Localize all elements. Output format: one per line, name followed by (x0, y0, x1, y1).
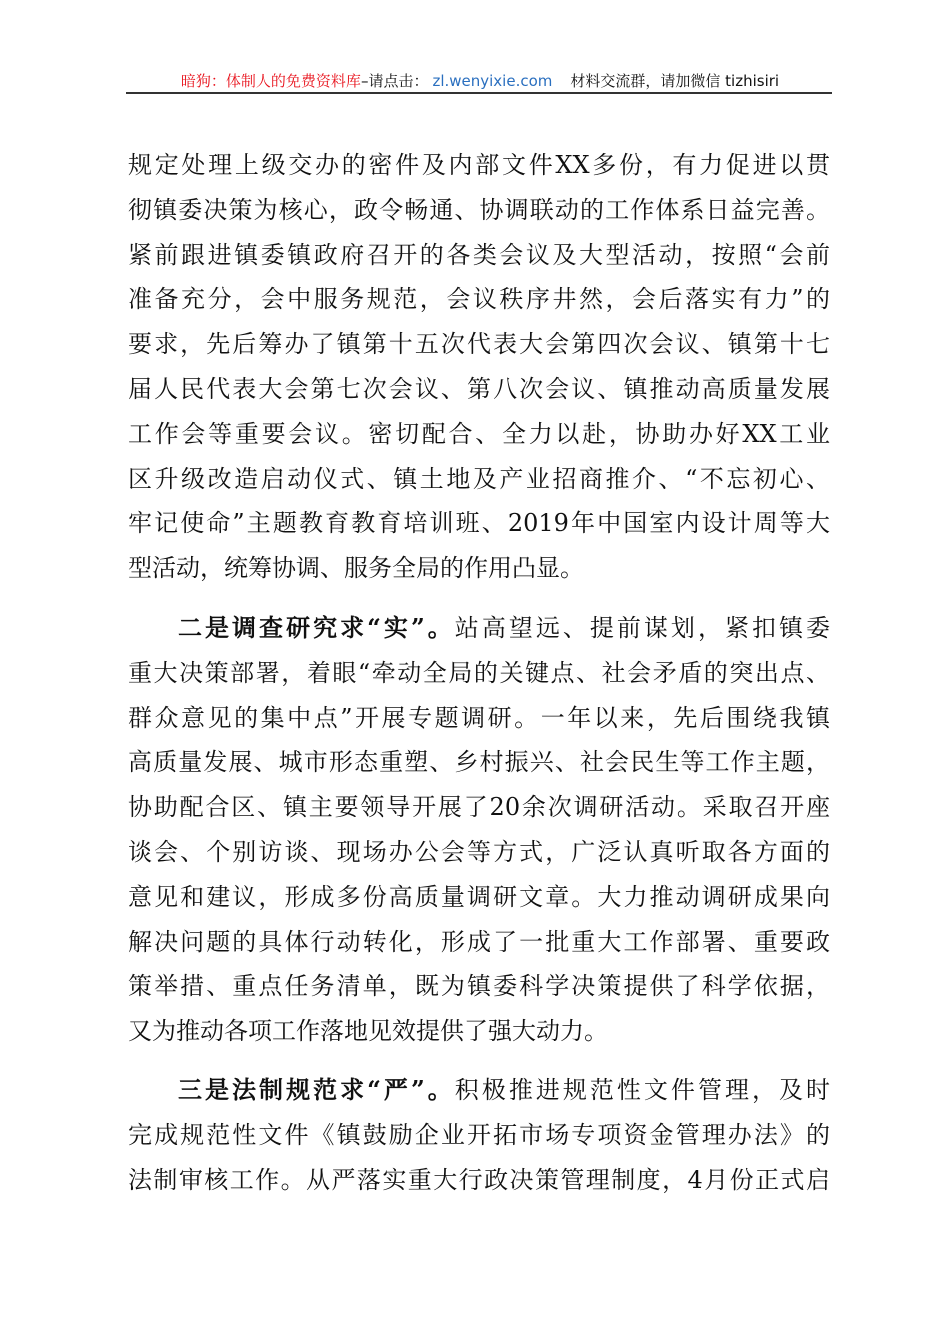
paragraph-line: 型活动，统筹协调、服务全局的作用凸显。 (128, 554, 584, 583)
header-wechat-note: 材料交流群，请加微信 tizhisiri (570, 72, 780, 90)
paragraph-line: 解决问题的具体行动转化，形成了一批重大工作部署、重要政 (128, 927, 830, 956)
paragraph-line: 谈会、个别访谈、现场办公会等方式，广泛认真听取各方面的 (128, 838, 830, 866)
header-url-link[interactable]: zl.wenyixie.com (432, 72, 553, 90)
paragraph-line: 准备充分，会中服务规范，会议秩序井然，会后落实有力”的 (128, 285, 830, 314)
paragraph-line: 协助配合区、镇主要领导开展了20余次调研活动。采取召开座 (128, 793, 830, 822)
page-header (128, 70, 832, 91)
header-site-name: 暗狗：体制人的免费资料库 (180, 72, 361, 90)
paragraph-line: 要求，先后筹办了镇第十五次代表大会第四次会议、镇第十七 (128, 330, 830, 359)
paragraph-line: 意见和建议，形成多份高质量调研文章。大力推动调研成果向 (128, 882, 830, 911)
paragraph-line: 规定处理上级交办的密件及内部文件XX多份，有力促进以贯 (128, 151, 830, 179)
paragraph-line: 二是调查研究求“实”。站高望远、提前谋划，紧扣镇委 (178, 613, 831, 642)
paragraph-line: 届人民代表大会第七次会议、第八次会议、镇推动高质量发展 (128, 375, 830, 403)
paragraph-heading: 三是法制规范求“严”。 (178, 1075, 455, 1104)
paragraph-line: 区升级改造启动仪式、镇土地及产业招商推介、“不忘初心、 (128, 464, 830, 493)
paragraph-line: 重大决策部署，着眼“牵动全局的关键点、社会矛盾的突出点、 (128, 658, 830, 687)
paragraph-line: 策举措、重点任务清单，既为镇委科学决策提供了科学依据， (128, 972, 830, 1001)
paragraph-line: 牢记使命”主题教育教育培训班、2019年中国室内设计周等大 (128, 509, 830, 538)
paragraph-line: 法制审核工作。从严落实重大行政决策管理制度，4月份正式启 (128, 1165, 830, 1194)
paragraph-line: 三是法制规范求“严”。积极推进规范性文件管理，及时 (178, 1075, 831, 1104)
paragraph-line: 工作会等重要会议。密切配合、全力以赴，协助办好XX工业 (128, 419, 830, 448)
paragraph-line: 完成规范性文件《镇鼓励企业开拓市场专项资金管理办法》的 (128, 1120, 830, 1149)
paragraph-line: 紧前跟进镇委镇政府召开的各类会议及大型活动，按照“会前 (128, 240, 830, 269)
paragraph-heading: 二是调查研究求“实”。 (178, 613, 455, 642)
paragraph-line: 又为推动各项工作落地见效提供了强大动力。 (128, 1017, 608, 1046)
paragraph-line: 彻镇委决策为核心，政令畅通、协调联动的工作体系日益完善。 (128, 195, 830, 224)
header-click-prompt: –请点击： (360, 72, 429, 90)
paragraph-line: 高质量发展、城市形态重塑、乡村振兴、社会民生等工作主题， (128, 748, 830, 777)
paragraph-line: 群众意见的集中点”开展专题调研。一年以来，先后围绕我镇 (128, 703, 830, 732)
header-divider (126, 92, 832, 94)
